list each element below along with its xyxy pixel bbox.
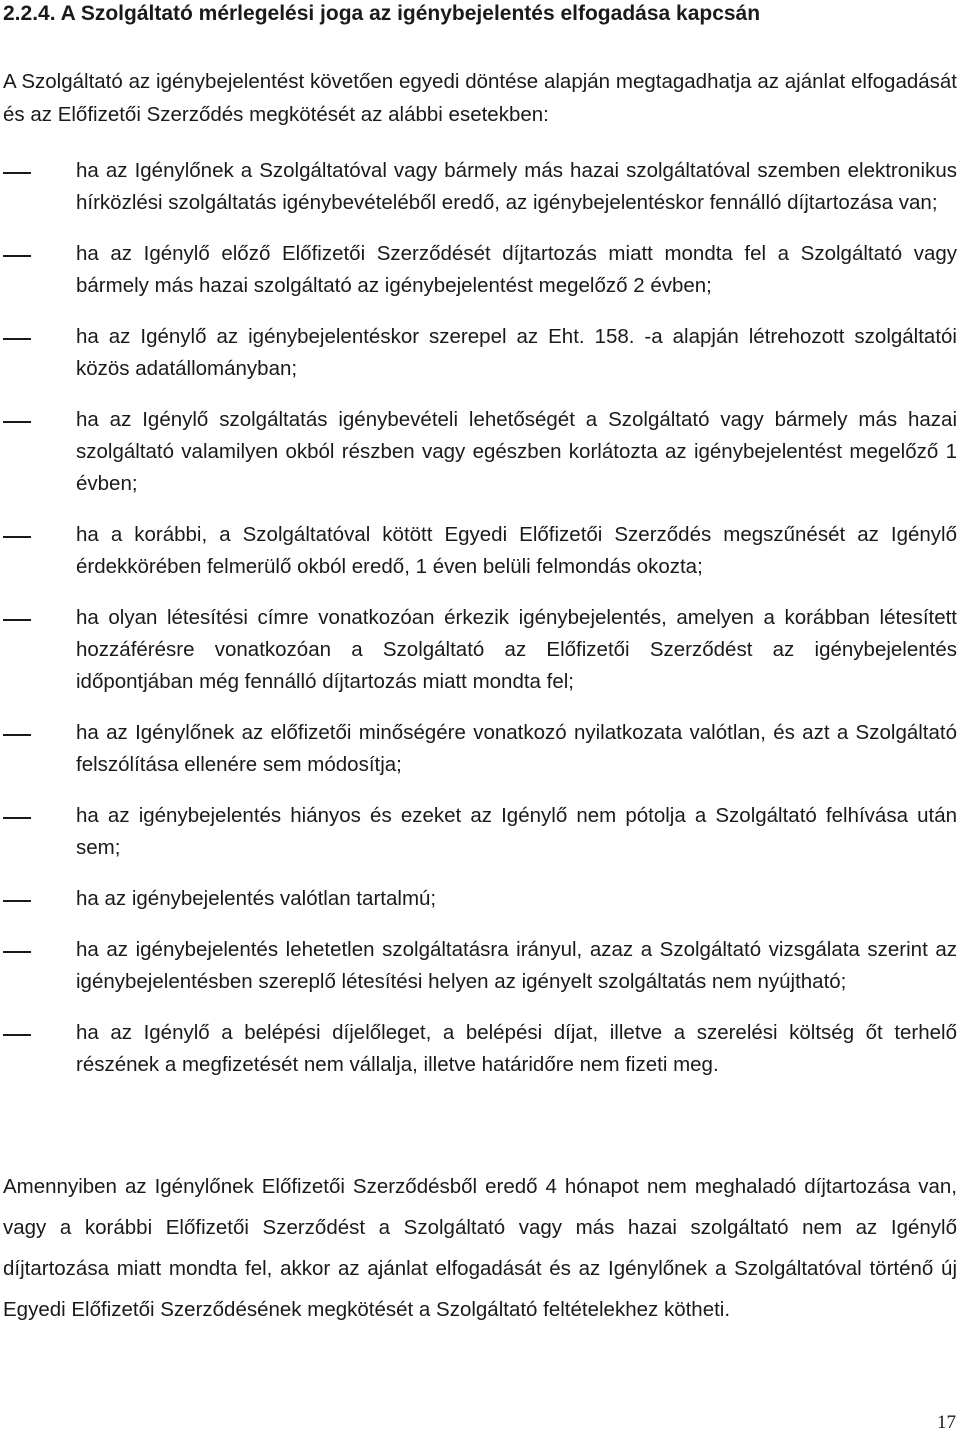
list-item — [0, 717, 957, 781]
list-item — [0, 800, 957, 864]
refusal-cases-list — [0, 155, 960, 1081]
list-item — [0, 602, 957, 698]
intro-paragraph: A Szolgáltató az igénybejelentést követően egyedi döntése alapján megtagadhatja az ajánlat elfogadását és az Előfizetői Szerződés megkötését az alábbi esetekben: — [3, 70, 957, 126]
dash-bullet-icon — [3, 951, 31, 953]
dash-bullet-icon — [3, 172, 31, 174]
list-item — [0, 321, 957, 385]
list-item-text: ha az igénybejelentés hiányos és ezeket az Igénylő nem pótolja a Szolgáltató felhívása után sem; — [76, 804, 957, 859]
closing-paragraph: Amennyiben az Igénylőnek Előfizetői Szerződésből eredő 4 hónapot nem meghaladó díjtartozása van, vagy a korábbi Előfizetői Szerződést a Szolgáltató vagy más hazai szolgáltató nem az Igénylő díjtartozása miatt mondta fel, akkor az ajánlat elfogadását és az Igénylőnek a Szolgáltatóval történő új Egyedi Előfizetői Szerződésének megkötését a Szolgáltató feltételekhez kötheti. — [3, 1175, 957, 1321]
list-item-text: ha az Igénylőnek az előfizetői minőségére vonatkozó nyilatkozata valótlan, és azt a Szolgáltató felszólítása ellenére sem módosítja; — [76, 721, 957, 776]
list-item-text: ha az Igénylő az igénybejelentéskor szerepel az Eht. 158. -a alapján létrehozott szolgáltatói közös adatállományban; — [76, 325, 957, 380]
list-item — [0, 155, 957, 219]
dash-bullet-icon — [3, 536, 31, 538]
list-item-text: ha olyan létesítési címre vonatkozóan érkezik igénybejelentés, amelyen a korábban létesített hozzáférésre vonatkozóan a Szolgáltató az Előfizetői Szerződést az igénybejelentés időpontjában még fennálló díjtartozás miatt mondta fel; — [76, 606, 957, 693]
dash-bullet-icon — [3, 900, 31, 902]
list-item — [0, 934, 957, 998]
dash-bullet-icon — [3, 255, 31, 257]
dash-bullet-icon — [3, 421, 31, 423]
list-item — [0, 1017, 957, 1081]
list-item — [0, 238, 957, 302]
page-number: 17 — [937, 1412, 956, 1433]
list-item-text: ha az Igénylőnek a Szolgáltatóval vagy bármely más hazai szolgáltatóval szemben elektronikus hírközlési szolgáltatás igénybevételéből eredő, az igénybejelentéskor fennálló díjtartozása van; — [76, 159, 957, 214]
dash-bullet-icon — [3, 1034, 31, 1036]
dash-bullet-icon — [3, 734, 31, 736]
list-item-text: ha az igénybejelentés valótlan tartalmú; — [76, 887, 437, 910]
list-item — [0, 404, 957, 500]
section-heading: 2.2.4. A Szolgáltató mérlegelési joga az igénybejelentés elfogadása kapcsán — [3, 2, 761, 25]
list-item-text: ha az Igénylő szolgáltatás igénybevételi lehetőségét a Szolgáltató vagy bármely más hazai szolgáltató valamilyen okból részben vagy egészben korlátozta az igénybejelentést megelőző 1 évben; — [76, 408, 957, 495]
dash-bullet-icon — [3, 619, 31, 621]
dash-bullet-icon — [3, 338, 31, 340]
list-item-text: ha az igénybejelentés lehetetlen szolgáltatásra irányul, azaz a Szolgáltató vizsgálata szerint az igénybejelentésben szereplő létesítési helyen az igényelt szolgáltatás nem nyújtható; — [76, 938, 957, 993]
list-item — [0, 883, 957, 915]
list-item — [0, 519, 957, 583]
list-item-text: ha az Igénylő előző Előfizetői Szerződését díjtartozás miatt mondta fel a Szolgáltató vagy bármely más hazai szolgáltató az igénybejelentést megelőző 2 évben; — [76, 242, 957, 297]
dash-bullet-icon — [3, 817, 31, 819]
list-item-text: ha az Igénylő a belépési díjelőleget, a belépési díjat, illetve a szerelési költség őt terhelő részének a megfizetését nem vállalja, illetve határidőre nem fizeti meg. — [76, 1021, 957, 1076]
list-item-text: ha a korábbi, a Szolgáltatóval kötött Egyedi Előfizetői Szerződés megszűnését az Igénylő érdekkörében felmerülő okból eredő, 1 éven belüli felmondás okozta; — [76, 523, 957, 578]
